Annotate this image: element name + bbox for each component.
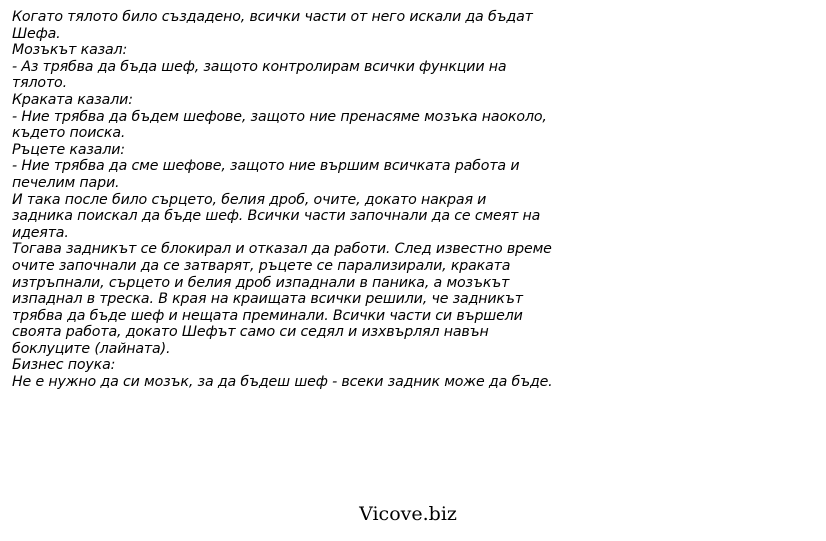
story-line: - Ние трябва да сме шефове, защото ние вършим всичката работа и	[12, 158, 520, 175]
site-watermark: Vicove.biz	[359, 503, 457, 525]
story-line: печелим пари.	[12, 174, 120, 191]
story-line: изпаднал в треска. В края на краищата всички решили, че задникът	[12, 291, 523, 308]
story-line: трябва да бъде шеф и нещата преминали. Всички части си вършели	[12, 307, 523, 324]
story-line: където поиска.	[12, 125, 126, 142]
story-line: Не е нужно да си мозък, за да бъдеш шеф - всеки задник може да бъде.	[12, 374, 553, 391]
story-line: Тогава задникът се блокирал и отказал да работи. След известно време	[12, 241, 552, 258]
story-line: Мозъкът казал:	[12, 42, 128, 59]
story-line: - Аз трябва да бъда шеф, защото контролирам всички функции на	[12, 58, 507, 75]
story-line: Когато тялото било създадено, всички части от него искали да бъдат	[12, 9, 533, 25]
story-line: своята работа, докато Шефът само си седял и изхвърлял навън	[12, 324, 489, 341]
story-line: идеята.	[12, 224, 69, 241]
story-line: боклуците (лайната).	[12, 340, 171, 357]
story-line: Ръцете казали:	[12, 141, 125, 158]
story-line: Бизнес поука:	[12, 357, 116, 374]
story-line: - Ние трябва да бъдем шефове, защото ние пренасяме мозъка наоколо,	[12, 108, 547, 125]
story-line: очите започнали да се затварят, ръцете се парализирали, краката	[12, 257, 511, 274]
story-line: задника поискал да бъде шеф. Всички части започнали да се смеят на	[12, 208, 541, 225]
story-line: тялото.	[12, 75, 67, 92]
story-line: изтръпнали, сърцето и белия дроб изпаднали в паника, а мозъкът	[12, 274, 510, 291]
story-line: Краката казали:	[12, 91, 133, 108]
story-line: И така после било сърцето, белия дроб, очите, докато накрая и	[12, 191, 487, 208]
story-line: Шефа.	[12, 25, 61, 42]
story-text	[12, 9, 582, 391]
